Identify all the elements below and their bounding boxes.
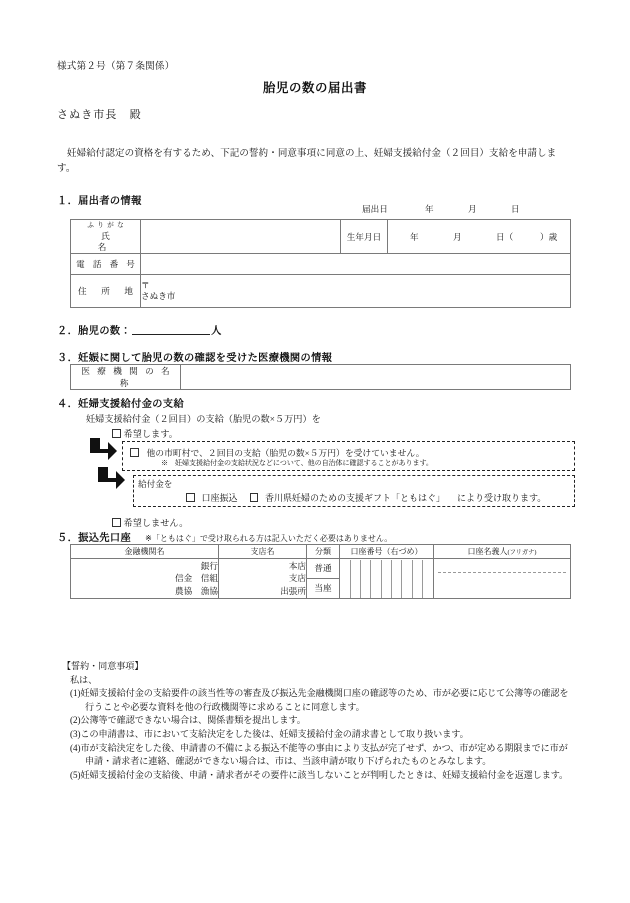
birth-day: 日（ xyxy=(496,231,514,242)
birth-year: 年 xyxy=(410,231,419,242)
account-digit-cell[interactable] xyxy=(402,560,412,598)
col-account-kind: 分類 xyxy=(307,545,340,559)
section4-lead: 妊婦支援給付金（２回目）の支給（胎児の数×５万円）を xyxy=(86,414,321,424)
pledge-item-number: (4) xyxy=(70,742,81,753)
page-title: 胎児の数の届出書 xyxy=(263,81,367,95)
col-account-holder-furigana: (フリガナ) xyxy=(507,549,537,556)
address-city-prefill: さぬき市 xyxy=(141,291,176,301)
submission-date-year: 年 xyxy=(425,204,434,214)
account-kind-futsuu[interactable]: 普通 xyxy=(307,559,339,579)
pledge-item-text: 妊婦支援給付金の支給要件の該当性等の審査及び振込先金融機関口座の確認等のため、市が必要に応じて公簿等の確認を行うことや必要な資料を他の行政機関等に求めることに同意します。 xyxy=(80,688,569,712)
list-item xyxy=(70,687,574,714)
list-item xyxy=(70,714,574,728)
col-account-number: 口座番号（右づめ） xyxy=(340,545,434,559)
applicant-table xyxy=(70,219,571,308)
section2-heading xyxy=(57,322,222,337)
table-row xyxy=(71,275,571,308)
phone-input-cell[interactable] xyxy=(141,254,571,275)
account-digit-cell[interactable] xyxy=(371,560,381,598)
pledge-item-number: (3) xyxy=(70,728,81,739)
checkbox-no-label: 希望しません。 xyxy=(123,518,189,528)
hospital-name-input[interactable] xyxy=(181,365,571,390)
col-account-holder-label: 口座名義人 xyxy=(467,547,508,556)
pledge-item-text: 市が支給決定をした後、申請書の不備による振込不能等の事由により支払が完了せず、かつ、市が定める期限までに市が申請・請求者に連絡、確認ができない場合は、市は、当該申請が取り下げられたものとみなします。 xyxy=(80,742,568,767)
table-header-row xyxy=(71,545,571,559)
bank-name-input-cell[interactable] xyxy=(71,559,219,599)
birth-month: 月 xyxy=(453,231,462,242)
name-input-cell[interactable] xyxy=(141,220,341,254)
account-digit-cell[interactable] xyxy=(361,560,371,598)
checkbox-bank-transfer-box[interactable] xyxy=(186,493,195,502)
bank-type-2: 信金 信組 xyxy=(175,573,218,584)
furigana-divider xyxy=(438,572,566,573)
birthdate-input-cell[interactable] xyxy=(388,220,571,254)
pledge-item-text: 妊婦支援給付金の支給後、申請・請求者がその要件に該当しないことが判明したときは、妊婦支援給付金を返還します。 xyxy=(80,769,569,780)
bank-type-3: 農協 漁協 xyxy=(175,585,218,596)
account-digit-cell[interactable] xyxy=(392,560,402,598)
name-label-cell xyxy=(71,220,165,254)
table-row xyxy=(71,220,571,254)
checkbox-gift-box[interactable] xyxy=(250,493,259,502)
furigana-label: ふりがな xyxy=(87,222,128,229)
branch-type-1: 本店 xyxy=(288,560,306,571)
col-branch-name: 支店名 xyxy=(219,545,307,559)
checkbox-gift-label: 香川県妊婦のための支援ギフト「ともはぐ」 xyxy=(265,493,446,503)
address-label: 住 所 地 xyxy=(71,275,141,308)
table-row xyxy=(71,559,571,599)
account-number-cells[interactable] xyxy=(340,559,434,599)
checkbox-yes-label: 希望します。 xyxy=(123,429,178,439)
payment-method-lead: 給付金を xyxy=(138,479,173,489)
checkbox-bank-transfer-label: 口座振込 xyxy=(201,493,238,503)
pledge-item-number: (2) xyxy=(70,715,81,726)
birthdate-label-cell: 生年月日 xyxy=(341,220,388,254)
down-right-arrow-icon xyxy=(88,437,118,463)
payment-method-options xyxy=(186,491,546,504)
account-kind-cell[interactable] xyxy=(307,559,340,599)
pledge-lead: 私は、 xyxy=(70,674,98,685)
birth-age: ）歳 xyxy=(540,231,558,242)
account-digit-cell[interactable] xyxy=(423,560,433,598)
intro-paragraph: 妊婦給付認定の資格を有するため、下記の誓約・同意事項に同意の上、妊婦支援給付金（２回目）支給を申請します。 xyxy=(57,149,557,174)
bank-account-table xyxy=(70,544,571,599)
bank-type-1: 銀行 xyxy=(200,560,218,571)
list-item xyxy=(70,728,574,742)
hospital-name-label: 医 療 機 関 の 名 称 xyxy=(71,365,181,390)
postal-mark: 〒 xyxy=(141,280,150,290)
pledge-title: 【誓約・同意事項】 xyxy=(62,661,144,671)
section5-note: ※「ともはぐ」で受け取られる方は記入いただく必要はありません。 xyxy=(145,534,393,543)
pledge-list xyxy=(62,687,574,782)
pledge-section xyxy=(62,660,574,782)
table-row xyxy=(71,365,571,390)
branch-name-input-cell[interactable] xyxy=(219,559,307,599)
checkbox-other-municipality-label: 他の市町村で、２回目の支給（胎児の数×５万円）を受けていません。 xyxy=(146,448,425,458)
payment-method-suffix: により受け取ります。 xyxy=(457,493,547,503)
account-digit-cell[interactable] xyxy=(412,560,422,598)
other-municipality-note: ※ 妊婦支援給付金の支給状況などについて、他の自治体に確認することがあります。 xyxy=(161,459,433,467)
hospital-table xyxy=(70,364,571,390)
addressee: さぬき市長 殿 xyxy=(57,109,142,121)
checkbox-bank-transfer[interactable] xyxy=(186,493,238,503)
section4-heading: ４．妊婦支援給付金の支給 xyxy=(57,399,185,410)
fetus-count-input[interactable] xyxy=(132,334,210,335)
section5-heading xyxy=(57,529,392,544)
submission-date-label: 届出日 xyxy=(362,204,388,214)
table-row xyxy=(71,254,571,275)
pledge-item-number: (5) xyxy=(70,769,81,780)
account-kind-touza[interactable]: 当座 xyxy=(314,583,332,593)
list-item xyxy=(70,769,574,783)
name-label: 氏 名 xyxy=(97,231,165,252)
branch-type-3: 出張所 xyxy=(280,585,306,596)
account-digit-cell[interactable] xyxy=(381,560,391,598)
checkbox-no-box[interactable] xyxy=(112,518,121,527)
col-account-holder xyxy=(434,545,571,559)
checkbox-option-no[interactable] xyxy=(112,515,188,529)
submission-date-day: 日 xyxy=(511,204,520,214)
account-digit-cell[interactable] xyxy=(340,560,350,598)
section5-label: ５．振込先口座 xyxy=(57,533,132,544)
account-holder-input-cell[interactable] xyxy=(434,559,571,599)
section2-label: ２．胎児の数： xyxy=(57,326,132,337)
payment-method-dashed-box xyxy=(133,475,575,507)
section2-unit: 人 xyxy=(211,326,222,337)
pledge-item-number: (1) xyxy=(70,688,81,699)
account-number-grid xyxy=(340,560,433,598)
pledge-item-text: 公簿等で確認できない場合は、関係書類を提出します。 xyxy=(80,715,306,726)
account-digit-cell[interactable] xyxy=(350,560,360,598)
pledge-item-text: この申請書は、市において支給決定をした後は、妊婦支援給付金の請求書として取り扱います。 xyxy=(80,728,469,739)
list-item xyxy=(70,742,574,769)
address-input-cell[interactable] xyxy=(141,275,571,308)
section3-heading: ３．妊娠に関して胎児の数の確認を受けた医療機関の情報 xyxy=(57,353,333,364)
submission-date-month: 月 xyxy=(468,204,477,214)
checkbox-option-yes[interactable] xyxy=(112,426,178,440)
form-number: 様式第２号（第７条関係） xyxy=(57,61,175,72)
branch-type-2: 支店 xyxy=(288,573,306,584)
checkbox-other-municipality-box[interactable] xyxy=(130,448,139,457)
other-municipality-dashed-box xyxy=(122,441,575,471)
col-bank-name: 金融機関名 xyxy=(71,545,219,559)
section1-heading: １．届出者の情報 xyxy=(57,196,142,207)
table-row xyxy=(340,560,433,598)
checkbox-gift[interactable] xyxy=(250,493,446,503)
phone-label: 電 話 番 号 xyxy=(71,254,141,275)
